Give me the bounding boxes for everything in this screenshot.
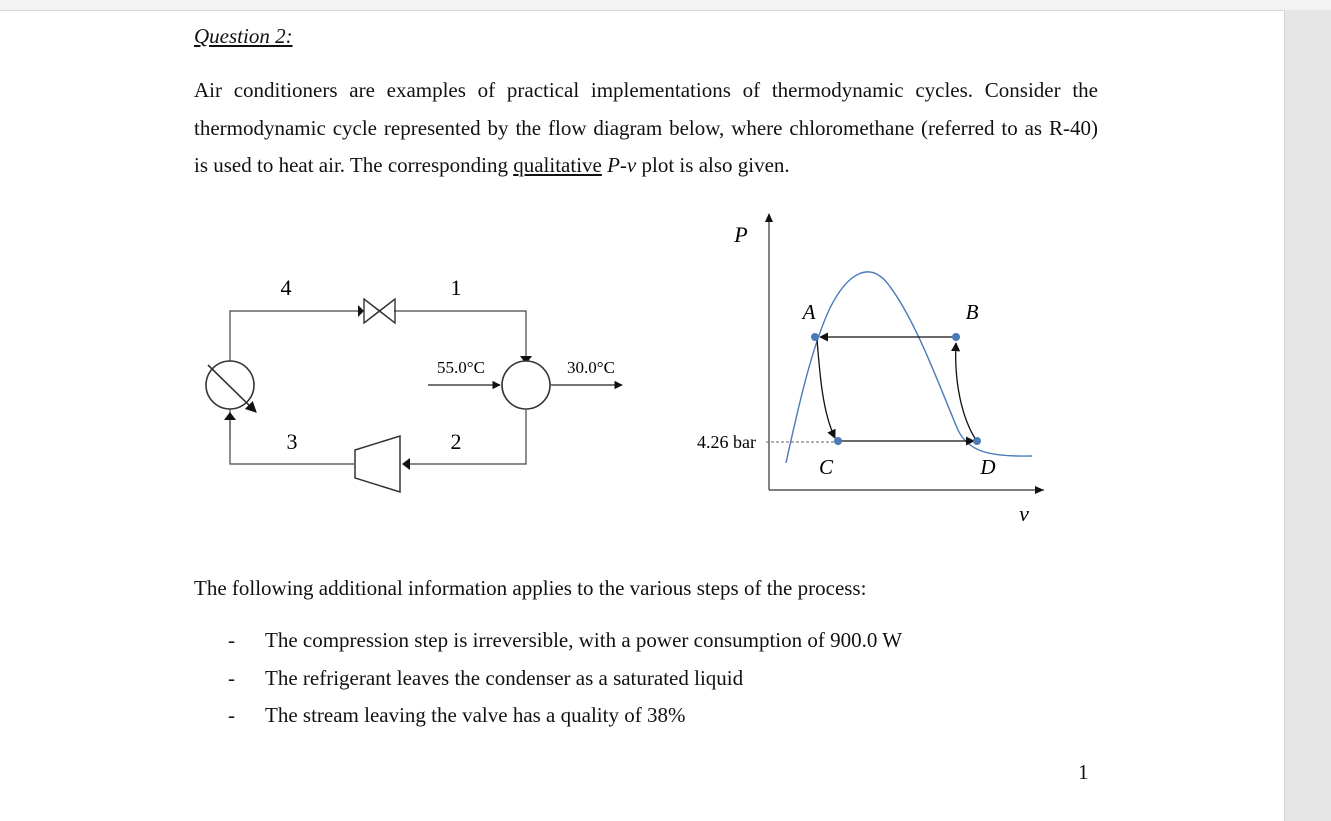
air-inlet-temp: 55.0°C	[437, 358, 485, 377]
state-label-4: 4	[280, 275, 292, 300]
condenser-icon	[502, 361, 550, 409]
intro-line-3-pre: is used to heat air. The corresponding	[194, 153, 514, 177]
bullet-text: The stream leaving the valve has a quality of 38%	[265, 703, 686, 727]
x-axis-label: v	[1019, 501, 1029, 526]
bullet-text: The compression step is irreversible, with a power consumption of 900.0 W	[265, 628, 903, 652]
flow-arrow-into-evaporator	[224, 412, 236, 420]
point-D-label: D	[980, 455, 996, 479]
intro-paragraph	[194, 72, 1098, 185]
intro-line-2: thermodynamic cycle represented by the flow diagram below, where chloromethane (referred to as R-40)	[194, 115, 1098, 140]
qualitative-word: qualitative	[513, 153, 602, 177]
pressure-label: 4.26 bar	[697, 432, 756, 452]
pv-plot	[680, 208, 1060, 538]
state-label-2: 2	[450, 429, 462, 454]
saturation-dome	[786, 272, 1032, 463]
bullet-text: The refrigerant leaves the condenser as a saturated liquid	[265, 665, 744, 690]
window-top-strip	[0, 0, 1331, 11]
y-axis-arrow-icon	[765, 213, 773, 222]
y-axis-label: P	[734, 222, 748, 247]
point-D-marker	[973, 437, 981, 445]
state-label-1: 1	[450, 275, 462, 300]
bullet-dash: -	[228, 703, 235, 727]
evaporator-icon	[206, 361, 256, 412]
bullet-dash: -	[228, 665, 235, 690]
point-C-label: C	[818, 455, 834, 479]
air-outlet-temp: 30.0°C	[567, 358, 615, 377]
pipe-right-down	[410, 410, 526, 464]
state-label-3: 3	[286, 429, 298, 454]
right-gutter	[1284, 10, 1331, 821]
bullet-dash: -	[228, 628, 235, 652]
point-B-marker	[952, 333, 960, 341]
point-A-marker	[811, 333, 819, 341]
process-D-to-B	[956, 343, 976, 440]
additional-info-paragraph: The following additional information applies to the various steps of the process:	[194, 576, 867, 600]
point-A-label: A	[802, 300, 816, 324]
point-B-label: B	[965, 300, 979, 324]
flow-arrow-into-valve	[358, 305, 364, 317]
flow-arrow-into-compressor	[402, 458, 410, 470]
point-C-marker	[834, 437, 842, 445]
intro-line-3-post: plot is also given.	[636, 153, 790, 177]
intro-line-3	[194, 147, 1098, 185]
compressor-icon	[355, 436, 400, 492]
x-axis-arrow-icon	[1035, 486, 1044, 494]
question-title: Question 2:	[194, 24, 293, 48]
intro-line-1: Air conditioners are examples of practical implementations of thermodynamic cycles. Consider the	[194, 78, 1098, 102]
pipe-top-right	[394, 311, 526, 356]
flow-diagram	[190, 270, 640, 510]
process-A-to-C	[817, 339, 835, 438]
page-number: 1	[1078, 760, 1089, 784]
pv-word: P-v	[607, 153, 637, 177]
expansion-valve-icon	[364, 299, 395, 323]
